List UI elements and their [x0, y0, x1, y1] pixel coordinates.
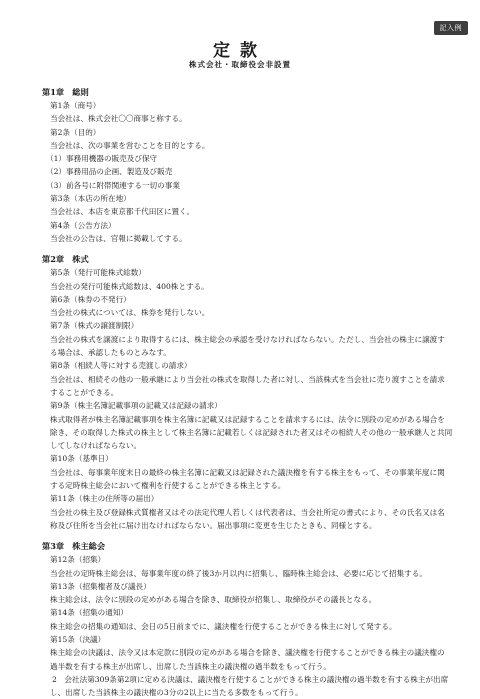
chapter-gap — [42, 245, 452, 252]
article-line: 第15条（決議） — [50, 634, 106, 644]
article-line: 称及び住所を当会社に届け出なければならない。届出事項に変更を生じたときも、同様とする。 — [50, 520, 377, 530]
chapter-heading: 第1章 総則 — [42, 87, 89, 97]
article-line: 株主総会は、法令に別段の定めがある場合を除き、取締役が招集し、取締役がその議長となる。 — [50, 595, 377, 605]
article-line: 第5条（発行可能株式総数） — [50, 268, 146, 278]
article-line: 株主総会の決議は、法令又は本定款に別段の定めがある場合を除き、議決権を行使することができる株主の議決権の — [50, 648, 445, 658]
article-line: 当会社の株式を譲渡により取得するには、株主総会の承認を受けなければならない。ただし、当会社の株主に譲渡す — [50, 334, 445, 344]
article-line: してしなければならない。 — [50, 441, 142, 451]
article-line: 第2条（目的） — [50, 127, 101, 137]
article-line: 除き、その取得した株式の株主として株主名簿に記載若しくは記録された者又はその相続人その他の一般承継人と共同 — [50, 427, 452, 437]
article-line: 第6条（株券の不発行） — [50, 294, 131, 304]
article-line: （1）事務用機器の販売及び保守 — [46, 154, 158, 164]
article-line: し、出席した当該株主の議決権の3分の2以上に当たる多数をもって行う。 — [50, 688, 303, 698]
article-line: 当会社の公告は、官報に掲載してする。 — [50, 233, 187, 243]
article-line: 第9条（株主名簿記載事項の記載又は記録の請求） — [50, 401, 222, 411]
article-line: 第13条（招集権者及び議長） — [50, 581, 151, 591]
article-line: することができる。 — [50, 387, 119, 397]
article-line: 第4条（公告方法） — [50, 220, 116, 230]
document-body — [42, 85, 452, 699]
article-line: 当会社の株主及び登録株式質権者又はその法定代理人若しくは代表者は、当会社所定の書式により、その氏名又は名 — [50, 507, 445, 517]
chapter-gap — [42, 532, 452, 539]
document-title: 定款 — [213, 41, 267, 61]
article-line: 株主総会の招集の通知は、会日の5日前までに、議決権を行使することができる株主に対して発する。 — [50, 621, 397, 631]
article-line: 当会社は、相続その他の一般承継により当会社の株式を取得した者に対し、当該株式を当会社に売り渡すことを請求 — [50, 374, 445, 384]
article-line: 当会社の株式については、株券を発行しない。 — [50, 308, 210, 318]
article-line: （2）事務用品の企画、製造及び販売 — [46, 167, 173, 177]
article-line: 第14条（招集の通知） — [50, 608, 129, 618]
article-line: （3）前各号に附帯関連する一切の事業 — [46, 180, 180, 190]
article-line: 第8条（相続人等に対する売渡しの請求） — [50, 361, 192, 371]
article-line: 第10条（基準日） — [50, 454, 113, 464]
article-line: 当会社は、本店を東京都千代田区に置く。 — [50, 207, 195, 217]
article-line: 当会社は、毎事業年度末日の最終の株主名簿に記載又は記録された議決権を有する株主をもって、その事業年度に関 — [50, 467, 445, 477]
article-line: 当会社の定時株主総会は、毎事業年度の終了後3か月以内に招集し、臨時株主総会は、必要に応じて招集する。 — [50, 568, 427, 578]
article-line: 2 会社法第309条第2項に定める決議は、議決権を行使することができる株主の議決権の過半数を有する株主が出席 — [52, 674, 449, 684]
article-line: する定時株主総会において権利を行使することができる株主とする。 — [50, 481, 286, 491]
article-line: 第11条（株主の住所等の届出） — [50, 494, 159, 504]
article-line: 当会社の発行可能株式総数は、400株とする。 — [50, 281, 209, 291]
document-subtitle: 株式会社・取締役会非設置 — [189, 60, 291, 69]
article-line: 株式取得者が株主名簿記載事項を株主名簿に記載又は記録することを請求するには、法令に別段の定めがある場合を — [50, 414, 445, 424]
article-line: 当会社は、株式会社〇〇商事と称する。 — [50, 114, 187, 124]
article-line: る場合は、承認したものとみなす。 — [50, 348, 171, 358]
article-line: 第3条（本店の所在地） — [50, 194, 131, 204]
example-badge: 記入例 — [434, 21, 469, 35]
chapter-heading: 第3章 株主総会 — [42, 541, 106, 552]
article-line: 第1条（商号） — [50, 101, 101, 110]
chapter-heading: 第2章 株式 — [42, 254, 89, 265]
article-line: 第7条（株式の譲渡制限） — [50, 321, 139, 331]
article-line: 第12条（招集） — [50, 555, 106, 565]
article-line: 当会社は、次の事業を営むことを目的とする。 — [50, 140, 210, 150]
article-line: 過半数を有する株主が出席し、出席した当該株主の議決権の過半数をもって行う。 — [50, 661, 331, 671]
